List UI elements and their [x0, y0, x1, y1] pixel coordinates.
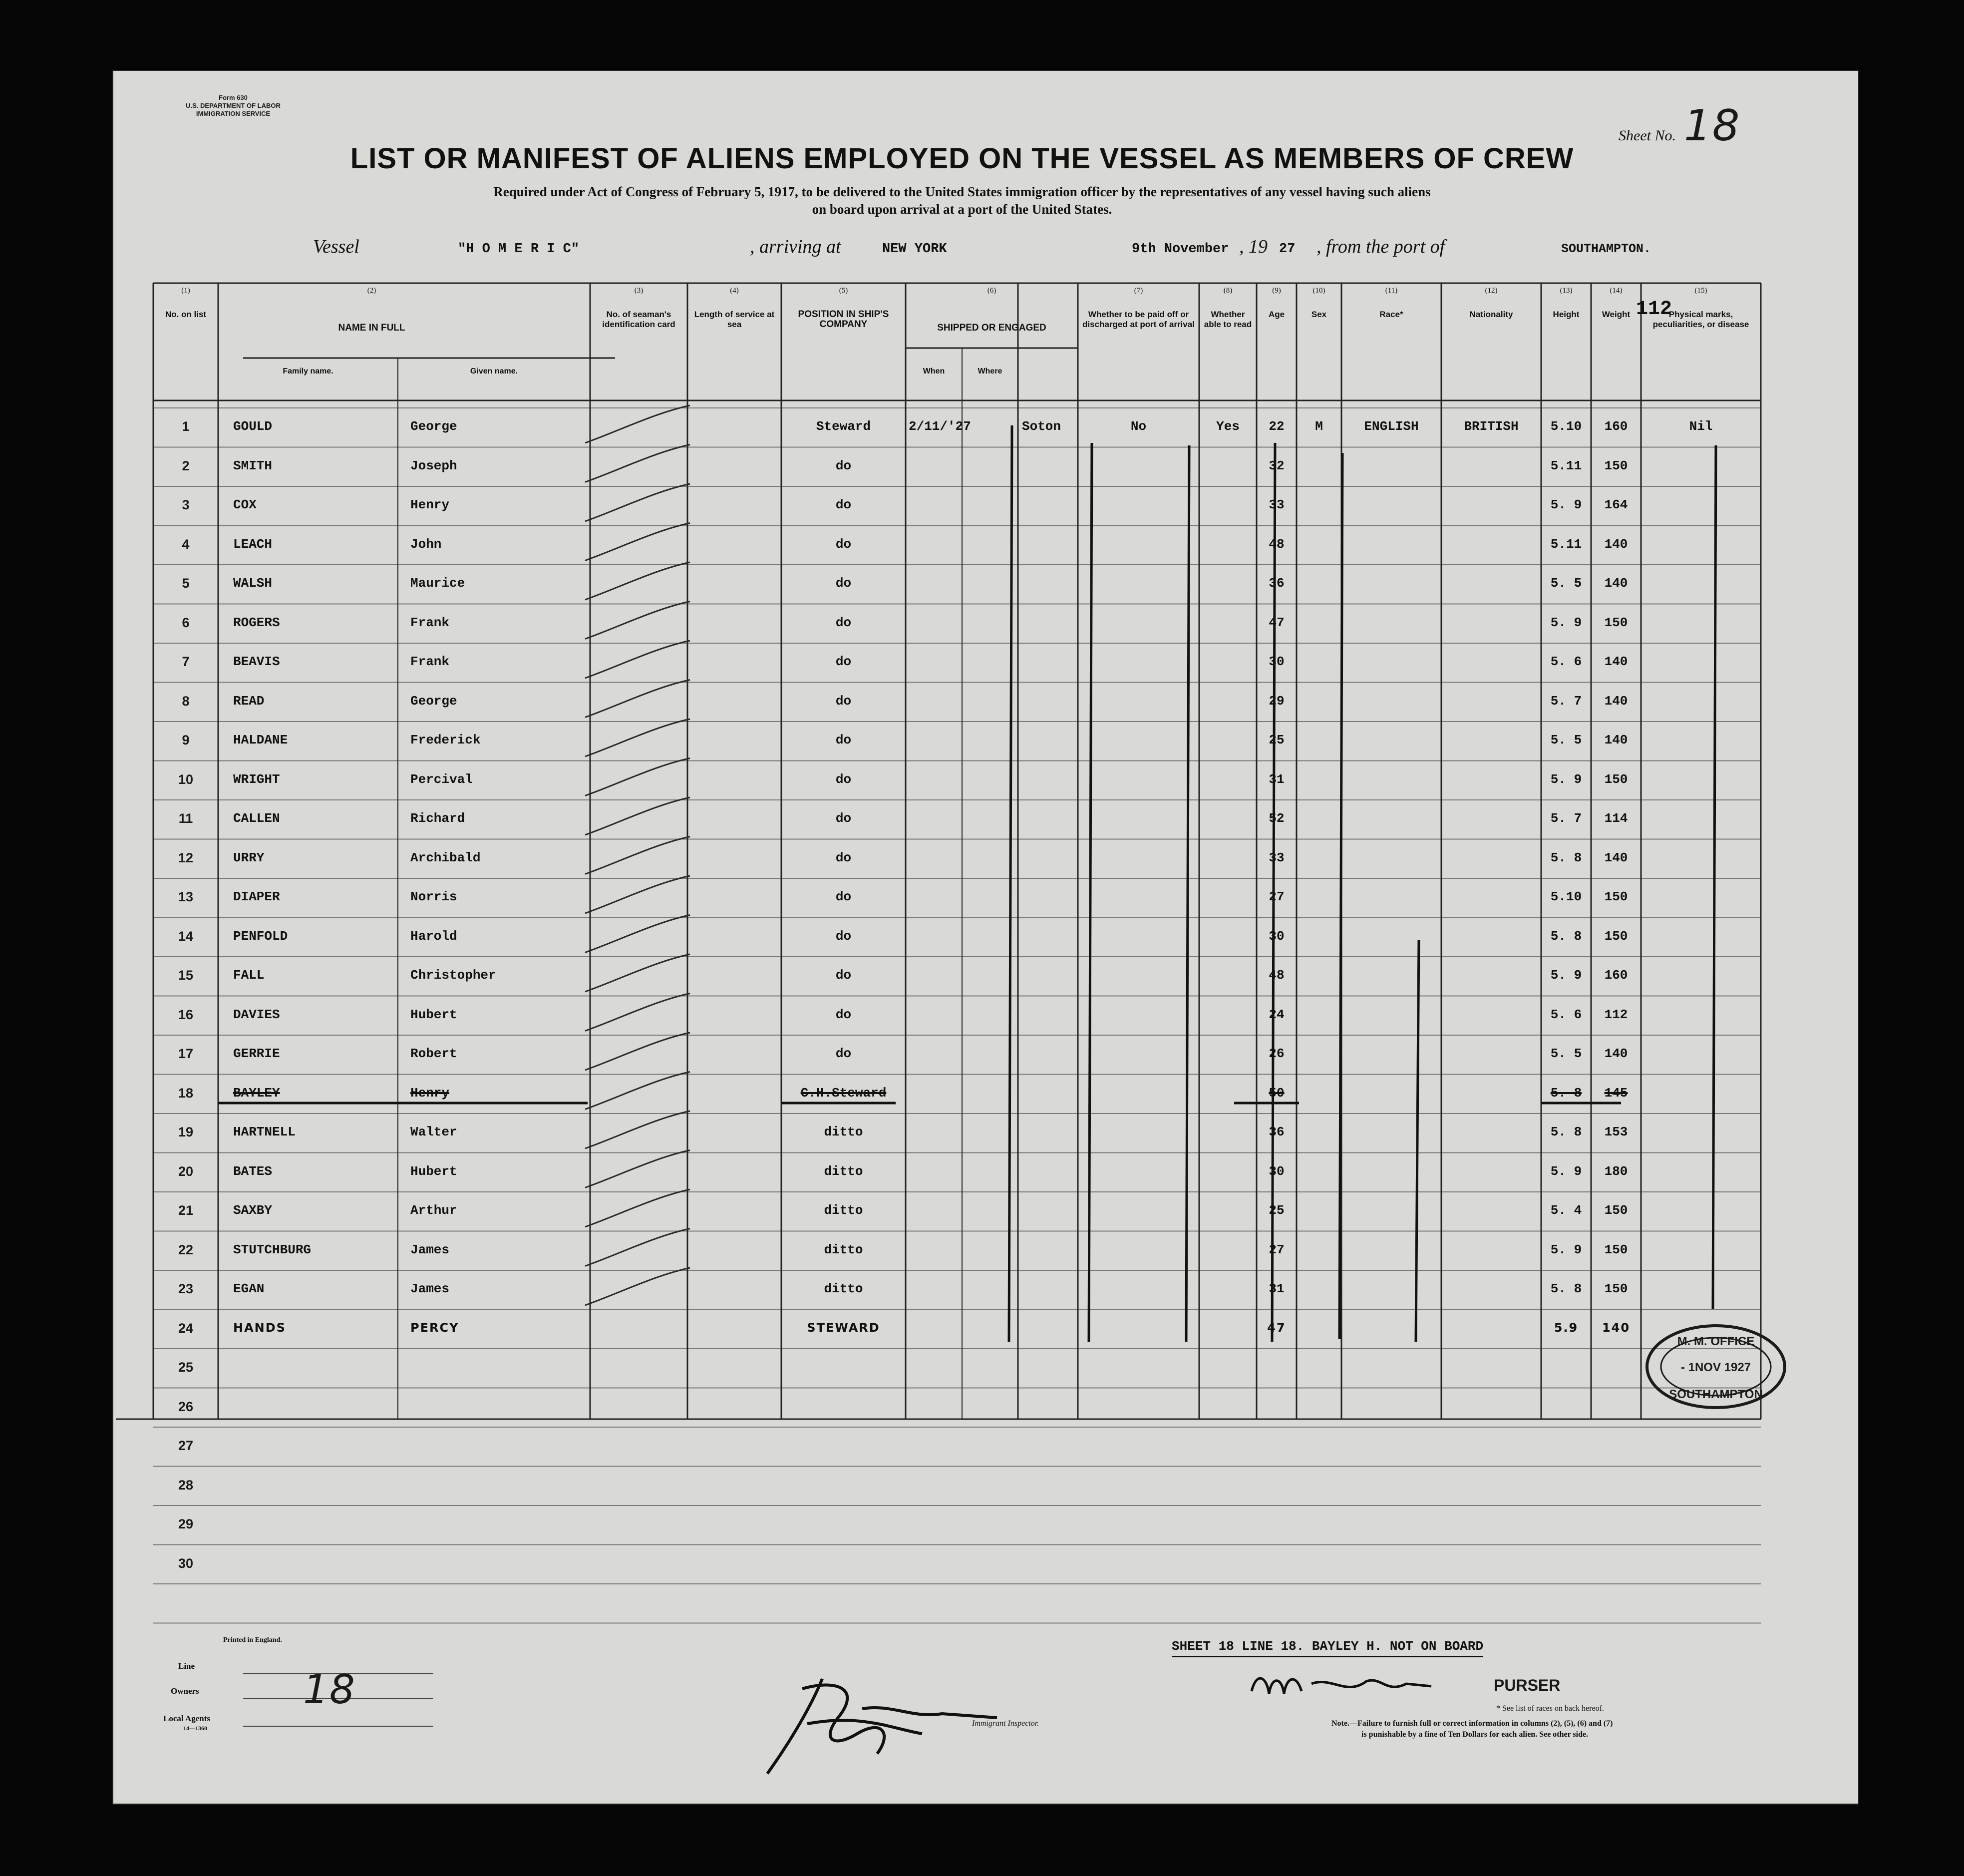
column-number: (11) — [1385, 287, 1398, 295]
family-name: READ — [233, 693, 265, 709]
id-card-slash-mark — [585, 954, 690, 992]
given-name: Henry — [410, 497, 450, 512]
age: 26 — [1269, 1046, 1285, 1061]
id-card-slash-mark — [585, 994, 690, 1031]
height: 5. 9 — [1550, 497, 1582, 512]
able-to-read: Yes — [1216, 419, 1240, 434]
position: ditto — [824, 1203, 863, 1218]
row-number: 10 — [178, 771, 194, 787]
family-name: HARTNELL — [233, 1125, 296, 1139]
family-name: HANDS — [233, 1320, 286, 1335]
age: 24 — [1269, 1007, 1285, 1022]
family-name: BAYLEY — [233, 1085, 280, 1101]
height: 5. 8 — [1550, 850, 1582, 865]
given-name: Percival — [410, 771, 473, 787]
id-card-slash-mark — [585, 837, 690, 874]
position: Steward — [816, 419, 871, 434]
height: 5. 9 — [1550, 1163, 1582, 1179]
weight: 150 — [1604, 458, 1628, 473]
age: 27 — [1269, 889, 1285, 904]
position: ditto — [824, 1242, 863, 1257]
column-number: (12) — [1485, 287, 1498, 295]
family-name: HALDANE — [233, 733, 288, 748]
age: 52 — [1269, 811, 1285, 826]
race: ENGLISH — [1364, 419, 1419, 434]
column-header-2: NAME IN FULL — [338, 323, 405, 333]
column-header-6: SHIPPED OR ENGAGED — [937, 323, 1046, 333]
column-number: (15) — [1694, 287, 1707, 295]
office-stamp — [1641, 1319, 1791, 1414]
column-header-3: No. of seaman's identification card — [602, 310, 675, 329]
family-name: SAXBY — [233, 1203, 273, 1218]
vessel-name: "H O M E R I C" — [458, 242, 580, 257]
agents-label: Local Agents — [163, 1714, 210, 1723]
given-name: Hubert — [410, 1163, 457, 1179]
id-card-slash-mark — [585, 641, 690, 678]
column-number: (2) — [367, 287, 376, 295]
physical-marks: Nil — [1689, 419, 1713, 434]
given-name: Maurice — [410, 576, 465, 591]
row-number: 29 — [178, 1516, 194, 1531]
given-name: Christopher — [410, 968, 496, 983]
department-name: U.S. DEPARTMENT OF LABOR — [186, 102, 281, 109]
weight: 150 — [1604, 1203, 1628, 1218]
family-name: CALLEN — [233, 811, 280, 826]
weight: 140 — [1604, 1046, 1628, 1061]
row-number: 8 — [182, 693, 190, 709]
position: do — [835, 928, 852, 944]
given-name: Richard — [410, 811, 465, 826]
height: 5. 6 — [1550, 1007, 1582, 1022]
row-number: 24 — [178, 1320, 194, 1336]
ditto-line — [1713, 445, 1716, 1309]
weight: 160 — [1604, 968, 1628, 983]
row-number: 20 — [178, 1163, 194, 1179]
id-card-slash-mark — [585, 680, 690, 718]
id-card-slash-mark — [585, 1229, 690, 1266]
column-header-8: Whether able to read — [1204, 310, 1252, 329]
height: 5. 6 — [1550, 654, 1582, 669]
height: 5.10 — [1550, 889, 1582, 904]
row-number: 18 — [178, 1085, 194, 1101]
position: C.H.Steward — [800, 1085, 887, 1101]
column-header-4: Length of service at sea — [694, 310, 775, 329]
column-number: (1) — [181, 287, 190, 295]
given-name: Henry — [410, 1085, 450, 1101]
position: ditto — [824, 1163, 863, 1179]
height: 5.9 — [1554, 1320, 1579, 1335]
position: do — [835, 889, 852, 904]
position: ditto — [824, 1281, 863, 1296]
column-number: (5) — [839, 287, 848, 295]
ditto-line — [1416, 940, 1419, 1342]
weight: 180 — [1604, 1163, 1628, 1179]
family-name: PENFOLD — [233, 928, 288, 944]
id-card-slash-mark — [585, 523, 690, 561]
column-number: (4) — [730, 287, 739, 295]
column-number: (3) — [634, 287, 644, 295]
height: 5.11 — [1550, 458, 1582, 473]
row-number: 1 — [182, 419, 190, 434]
weight: 153 — [1604, 1125, 1628, 1139]
weight: 150 — [1604, 615, 1628, 630]
stamp-port: SOUTHAMPTON — [1669, 1388, 1763, 1401]
weight: 150 — [1604, 771, 1628, 787]
given-name: Hubert — [410, 1007, 457, 1022]
weight: 160 — [1604, 419, 1628, 434]
given-name: Walter — [410, 1125, 457, 1139]
height: 5. 8 — [1550, 928, 1582, 944]
age: 30 — [1269, 654, 1285, 669]
age: 31 — [1269, 1281, 1285, 1296]
service-name: IMMIGRATION SERVICE — [196, 110, 271, 117]
id-card-slash-mark — [585, 1111, 690, 1148]
weight: 140 — [1604, 536, 1628, 552]
age: 48 — [1269, 968, 1285, 983]
arrival-year: 27 — [1279, 242, 1296, 257]
given-name: Norris — [410, 889, 457, 904]
given-name: Frank — [410, 615, 450, 630]
age: 29 — [1269, 693, 1285, 709]
family-name: ROGERS — [233, 615, 280, 630]
age: 33 — [1269, 850, 1285, 865]
weight: 140 — [1604, 576, 1628, 591]
family-name: FALL — [233, 968, 265, 983]
weight-header-mark: 112 — [1636, 298, 1672, 321]
row-number: 19 — [178, 1125, 194, 1139]
weight: 140 — [1604, 733, 1628, 748]
position: do — [835, 536, 852, 552]
row-number: 13 — [178, 889, 194, 904]
weight: 150 — [1604, 889, 1628, 904]
position: do — [835, 733, 852, 748]
age: 36 — [1269, 1125, 1285, 1139]
weight: 140 — [1602, 1320, 1631, 1335]
subtitle-line-1: Required under Act of Congress of February 5, 1917, to be delivered to the United States immigration officer by the representatives of any vessel having such aliens — [493, 184, 1431, 199]
row-number: 5 — [182, 576, 190, 591]
family-name: URRY — [233, 850, 265, 865]
given-name: James — [410, 1281, 450, 1296]
age: 27 — [1269, 1242, 1285, 1257]
id-card-slash-mark — [585, 876, 690, 913]
column-number: (8) — [1223, 287, 1233, 295]
penalty-note-2: is punishable by a fine of Ten Dollars for each alien. See other side. — [1361, 1730, 1589, 1739]
id-card-slash-mark — [585, 1072, 690, 1110]
given-name: Robert — [410, 1046, 457, 1061]
form-code: 14—1360 — [183, 1725, 207, 1732]
row-number: 11 — [178, 811, 193, 826]
row-number: 2 — [182, 458, 190, 473]
family-name: LEACH — [233, 536, 273, 552]
id-card-slash-mark — [585, 758, 690, 796]
weight: 150 — [1604, 1242, 1628, 1257]
sheet-label: Sheet No. — [1619, 127, 1676, 144]
height: 5. 9 — [1550, 615, 1582, 630]
given-name: Arthur — [410, 1203, 457, 1218]
form-number: Form 630 — [219, 94, 248, 101]
family-name: COX — [233, 497, 257, 512]
id-card-slash-mark — [585, 562, 690, 600]
given-name: Frank — [410, 654, 450, 669]
family-name: SMITH — [233, 458, 273, 473]
column-number: (6) — [987, 287, 996, 295]
position: do — [835, 497, 852, 512]
stamp-date: - 1NOV 1927 — [1680, 1361, 1751, 1374]
row-number: 12 — [178, 850, 194, 865]
subtitle-line-2: on board upon arrival at a port of the United States. — [812, 202, 1112, 217]
age: 47 — [1269, 615, 1285, 630]
column-header-12: Nationality — [1469, 310, 1513, 319]
inspector-signature — [762, 1659, 1002, 1789]
age: 25 — [1269, 1203, 1285, 1218]
position: do — [835, 968, 852, 983]
height: 5. 4 — [1550, 1203, 1582, 1218]
paid-off: No — [1130, 419, 1147, 434]
ditto-line — [1089, 443, 1092, 1342]
family-name: DIAPER — [233, 889, 280, 904]
height: 5.11 — [1550, 536, 1582, 552]
position: do — [835, 1007, 852, 1022]
id-card-slash-mark — [585, 797, 690, 835]
position: STEWARD — [807, 1320, 880, 1335]
id-card-slash-mark — [585, 484, 690, 521]
height: 5. 9 — [1550, 1242, 1582, 1257]
height: 5. 8 — [1550, 1281, 1582, 1296]
given-name: James — [410, 1242, 450, 1257]
page-title: LIST OR MANIFEST OF ALIENS EMPLOYED ON THE VESSEL AS MEMBERS OF CREW — [350, 142, 1574, 175]
id-card-slash-mark — [585, 1268, 690, 1305]
row-number: 16 — [178, 1007, 194, 1022]
age: 47 — [1267, 1320, 1286, 1335]
row-number: 23 — [178, 1281, 194, 1296]
age: 30 — [1269, 928, 1285, 944]
column-number: (9) — [1272, 287, 1281, 295]
stamp-office: M. M. OFFICE — [1677, 1335, 1755, 1348]
given-name: Archibald — [410, 850, 481, 865]
height: 5. 8 — [1550, 1125, 1582, 1139]
age: 32 — [1269, 458, 1285, 473]
height: 5. 9 — [1550, 771, 1582, 787]
ditto-line — [1009, 425, 1012, 1342]
margin-note-handwritten: 18 — [303, 1666, 356, 1713]
id-card-slash-mark — [585, 915, 690, 953]
from-port-label: , from the port of — [1316, 236, 1445, 257]
sheet-number: 18 — [1683, 101, 1741, 151]
height: 5. 5 — [1550, 733, 1582, 748]
row-number: 26 — [178, 1399, 194, 1414]
column-subheader: Where — [978, 367, 1002, 375]
height: 5. 7 — [1550, 693, 1582, 709]
column-number: (13) — [1560, 287, 1573, 295]
given-name: PERCY — [410, 1320, 459, 1335]
inspector-label: Immigrant Inspector. — [972, 1719, 1039, 1728]
family-name: DAVIES — [233, 1007, 280, 1022]
id-card-slash-mark — [585, 719, 690, 756]
age: 22 — [1269, 419, 1285, 434]
shipped-when: 2/11/'27 — [909, 419, 971, 434]
position: do — [835, 458, 852, 473]
column-header-7: Whether to be paid off or discharged at port of arrival — [1082, 310, 1195, 329]
column-subheader: When — [923, 367, 945, 375]
printed-in-england: Printed in England. — [223, 1636, 282, 1644]
manifest-sheet — [112, 70, 1859, 1805]
weight: 150 — [1604, 1281, 1628, 1296]
race-note: * See list of races on back hereof. — [1496, 1704, 1604, 1713]
height: 5. 5 — [1550, 1046, 1582, 1061]
column-header-15: Physical marks, peculiarities, or disease — [1652, 310, 1749, 329]
column-header-9: Age — [1268, 310, 1285, 319]
row-number: 27 — [178, 1438, 194, 1453]
position: do — [835, 576, 852, 591]
row-number: 3 — [182, 497, 190, 512]
row-number: 7 — [182, 654, 190, 669]
height: 5. 7 — [1550, 811, 1582, 826]
column-number: (7) — [1134, 287, 1143, 295]
age: 31 — [1269, 771, 1285, 787]
id-card-slash-mark — [585, 1033, 690, 1070]
row-number: 14 — [178, 928, 194, 944]
column-subheader: Family name. — [283, 367, 333, 375]
departure-port: SOUTHAMPTON. — [1561, 242, 1651, 256]
row-number: 15 — [178, 968, 194, 983]
family-name: EGAN — [233, 1281, 265, 1296]
age: 33 — [1269, 497, 1285, 512]
column-header-14: Weight — [1602, 310, 1631, 319]
arriving-label: , arriving at — [750, 236, 841, 257]
id-card-slash-mark — [585, 1189, 690, 1227]
family-name: GERRIE — [233, 1046, 280, 1061]
id-card-slash-mark — [585, 405, 690, 443]
position: do — [835, 850, 852, 865]
weight: 140 — [1604, 850, 1628, 865]
nationality: BRITISH — [1464, 419, 1519, 434]
weight: 140 — [1604, 693, 1628, 709]
line-label: Line — [178, 1661, 195, 1671]
position: do — [835, 654, 852, 669]
column-header-1: No. on list — [165, 310, 207, 319]
position: do — [835, 771, 852, 787]
position: do — [835, 615, 852, 630]
column-header-11: Race* — [1379, 310, 1403, 319]
weight: 112 — [1604, 1007, 1628, 1022]
age: 30 — [1269, 1163, 1285, 1179]
id-card-slash-mark — [585, 445, 690, 482]
year-prefix: , 19 — [1239, 236, 1268, 257]
column-header-10: Sex — [1311, 310, 1327, 319]
family-name: GOULD — [233, 419, 273, 434]
id-card-slash-mark — [585, 1150, 690, 1188]
given-name: John — [410, 536, 442, 552]
arrival-port: NEW YORK — [882, 242, 947, 257]
weight: 114 — [1604, 811, 1628, 826]
given-name: George — [410, 693, 457, 709]
family-name: WALSH — [233, 576, 273, 591]
family-name: BEAVIS — [233, 654, 280, 669]
row-number: 9 — [182, 733, 190, 748]
weight: 150 — [1604, 928, 1628, 944]
age: 25 — [1269, 733, 1285, 748]
row-number: 17 — [178, 1046, 194, 1061]
age: 50 — [1269, 1085, 1285, 1101]
row-number: 25 — [178, 1360, 194, 1375]
position: do — [835, 811, 852, 826]
column-header-5: POSITION IN SHIP'S COMPANY — [798, 309, 889, 330]
family-name: BATES — [233, 1163, 273, 1179]
weight: 164 — [1604, 497, 1628, 512]
row-number: 21 — [178, 1203, 194, 1218]
height: 5. 8 — [1550, 1085, 1582, 1101]
row-number: 22 — [178, 1242, 194, 1257]
family-name: STUTCHBURG — [233, 1242, 312, 1257]
penalty-note-1: Note.—Failure to furnish full or correct information in columns (2), (5), (6) and (7) — [1331, 1719, 1613, 1728]
column-header-13: Height — [1553, 310, 1580, 319]
sex: M — [1315, 419, 1323, 434]
given-name: George — [410, 419, 457, 434]
column-number: (10) — [1312, 287, 1325, 295]
column-subheader: Given name. — [470, 367, 518, 375]
purser-label: PURSER — [1494, 1676, 1561, 1694]
shipped-where: Soton — [1022, 419, 1061, 434]
row-number: 28 — [178, 1477, 194, 1493]
family-name: WRIGHT — [233, 771, 280, 787]
column-number: (14) — [1610, 287, 1623, 295]
weight: 145 — [1604, 1085, 1628, 1101]
given-name: Harold — [410, 928, 457, 944]
row-number: 4 — [182, 536, 190, 552]
vessel-label: Vessel — [313, 236, 359, 257]
height: 5. 9 — [1550, 968, 1582, 983]
height: 5.10 — [1550, 419, 1582, 434]
arrival-date: 9th November — [1132, 242, 1229, 257]
owners-label: Owners — [171, 1686, 199, 1696]
id-card-slash-mark — [585, 602, 690, 639]
amendment-note: SHEET 18 LINE 18. BAYLEY H. NOT ON BOARD — [1172, 1639, 1483, 1657]
row-number: 30 — [178, 1555, 194, 1571]
purser-signature — [1247, 1666, 1436, 1706]
row-number: 6 — [182, 615, 190, 630]
ditto-line — [1186, 445, 1189, 1342]
age: 36 — [1269, 576, 1285, 591]
weight: 140 — [1604, 654, 1628, 669]
position: ditto — [824, 1125, 863, 1139]
position: do — [835, 693, 852, 709]
given-name: Frederick — [410, 733, 481, 748]
height: 5. 5 — [1550, 576, 1582, 591]
given-name: Joseph — [410, 458, 457, 473]
age: 48 — [1269, 536, 1285, 552]
position: do — [835, 1046, 852, 1061]
